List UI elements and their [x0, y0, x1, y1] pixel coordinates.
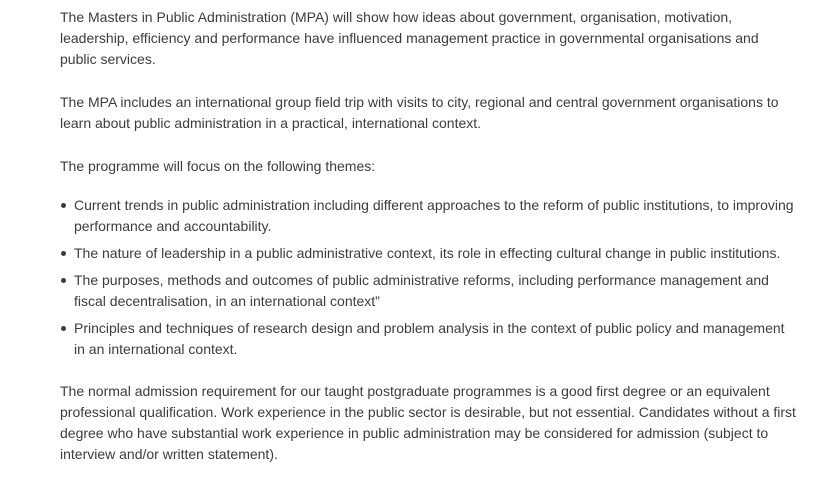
theme-item: [60, 270, 796, 312]
theme-item: [60, 243, 796, 264]
bullet-icon: [61, 278, 66, 283]
theme-text: The purposes, methods and outcomes of public administrative reforms, including performance management and fiscal decentralisation, in an international context”: [74, 272, 769, 309]
intro-paragraph: The Masters in Public Administration (MPA) will show how ideas about government, organisation, motivation, leadership, efficiency and performance have influenced management practice in governmental organisations and public services.: [60, 9, 759, 67]
field-trip-paragraph: The MPA includes an international group field trip with visits to city, regional and central government organisations to learn about public administration in a practical, international context.: [60, 94, 779, 131]
theme-item: [60, 318, 796, 360]
theme-text: Principles and techniques of research design and problem analysis in the context of public policy and management in an international context.: [74, 320, 785, 357]
bullet-icon: [61, 251, 66, 256]
bullet-icon: [61, 326, 66, 331]
programme-description: [60, 7, 796, 486]
themes-list: [60, 195, 796, 360]
theme-text: The nature of leadership in a public administrative context, its role in effecting cultural change in public institutions.: [74, 245, 781, 261]
themes-intro-paragraph: The programme will focus on the following themes:: [60, 158, 376, 174]
theme-item: [60, 195, 796, 237]
admission-paragraph: The normal admission requirement for our taught postgraduate programmes is a good first degree or an equivalent professional qualification. Work experience in the public sector is desirable, but not essential. Candidates without a first degree who have substantial work experience in public administration may be considered for admission (subject to interview and/or written statement).: [60, 383, 796, 462]
bullet-icon: [61, 203, 66, 208]
theme-text: Current trends in public administration including different approaches to the reform of public institutions, to improving performance and accountability.: [74, 197, 794, 234]
